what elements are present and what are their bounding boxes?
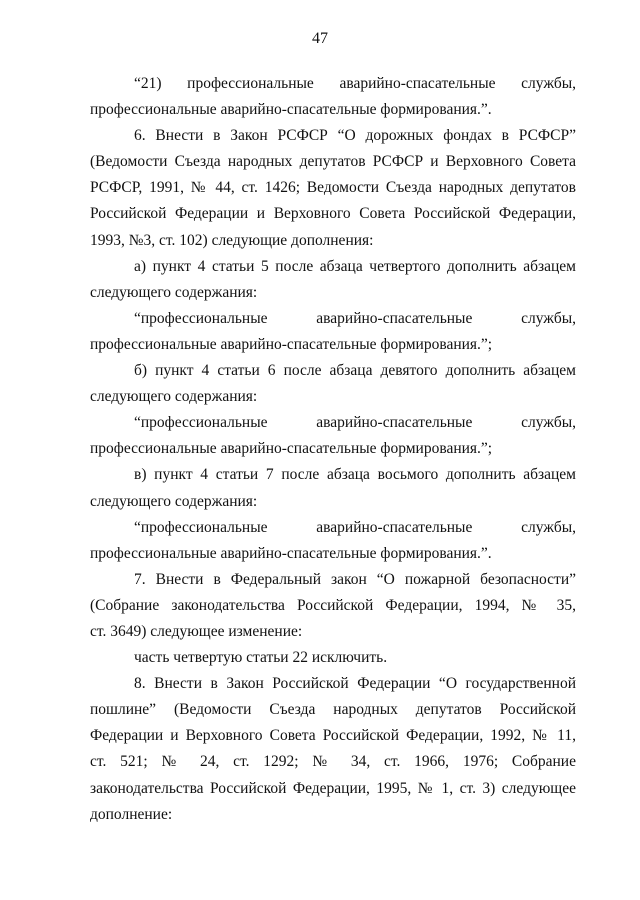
text-line: 7. Внести в Федеральный закон “О пожарной безопасности” [134, 570, 576, 588]
text-line: профессиональные аварийно-спасательные формирования.”. [90, 544, 492, 562]
text-line: Российской Федерации и Верховного Совета Российской Федерации, [90, 205, 576, 223]
text-line: часть четвертую статьи 22 исключить. [134, 649, 388, 667]
text-line: (Собрание законодательства Российской Федерации, 1994, № 35, [90, 596, 576, 614]
text-line: законодательства Российской Федерации, 1995, № 1, ст. 3) следующее [90, 779, 576, 797]
document-body [90, 71, 576, 828]
text-line: а) пункт 4 статьи 5 после абзаца четвертого дополнить абзацем [134, 257, 576, 275]
text-line: в) пункт 4 статьи 7 после абзаца восьмого дополнить абзацем [134, 466, 576, 484]
text-line: “профессиональные аварийно-спасательные службы, [134, 414, 576, 432]
text-line: профессиональные аварийно-спасательные формирования.”; [90, 335, 493, 353]
text-line: ст. 521; № 24, ст. 1292; № 34, ст. 1966, 1976; Собрание [90, 753, 576, 771]
text-line: РСФСР, 1991, № 44, ст. 1426; Ведомости Съезда народных депутатов [90, 179, 576, 197]
text-line: Федерации и Верховного Совета Российской Федерации, 1992, № 11, [90, 727, 576, 745]
text-line: 8. Внести в Закон Российской Федерации “О государственной [134, 675, 576, 693]
text-line: “21) профессиональные аварийно-спасательные службы, [134, 75, 576, 92]
text-line: дополнение: [90, 805, 173, 823]
text-line: 6. Внести в Закон РСФСР “О дорожных фондах в РСФСР” [134, 127, 576, 145]
text-line: пошлине” (Ведомости Съезда народных депутатов Российской [90, 701, 576, 719]
text-line: (Ведомости Съезда народных депутатов РСФСР и Верховного Совета [90, 153, 576, 171]
text-line: ст. 3649) следующее изменение: [90, 622, 303, 640]
text-line: б) пункт 4 статьи 6 после абзаца девятого дополнить абзацем [134, 362, 576, 380]
text-line: следующего содержания: [90, 283, 258, 301]
text-line: 1993, №3, ст. 102) следующие дополнения: [90, 231, 374, 249]
text-line: профессиональные аварийно-спасательные формирования.”. [90, 101, 492, 119]
text-line: “профессиональные аварийно-спасательные службы, [134, 518, 576, 536]
text-line: профессиональные аварийно-спасательные формирования.”; [90, 440, 493, 458]
text-line: “профессиональные аварийно-спасательные службы, [134, 309, 576, 327]
text-line: следующего содержания: [90, 388, 258, 406]
page-number: 47 [312, 30, 328, 47]
text-line: следующего содержания: [90, 492, 258, 510]
